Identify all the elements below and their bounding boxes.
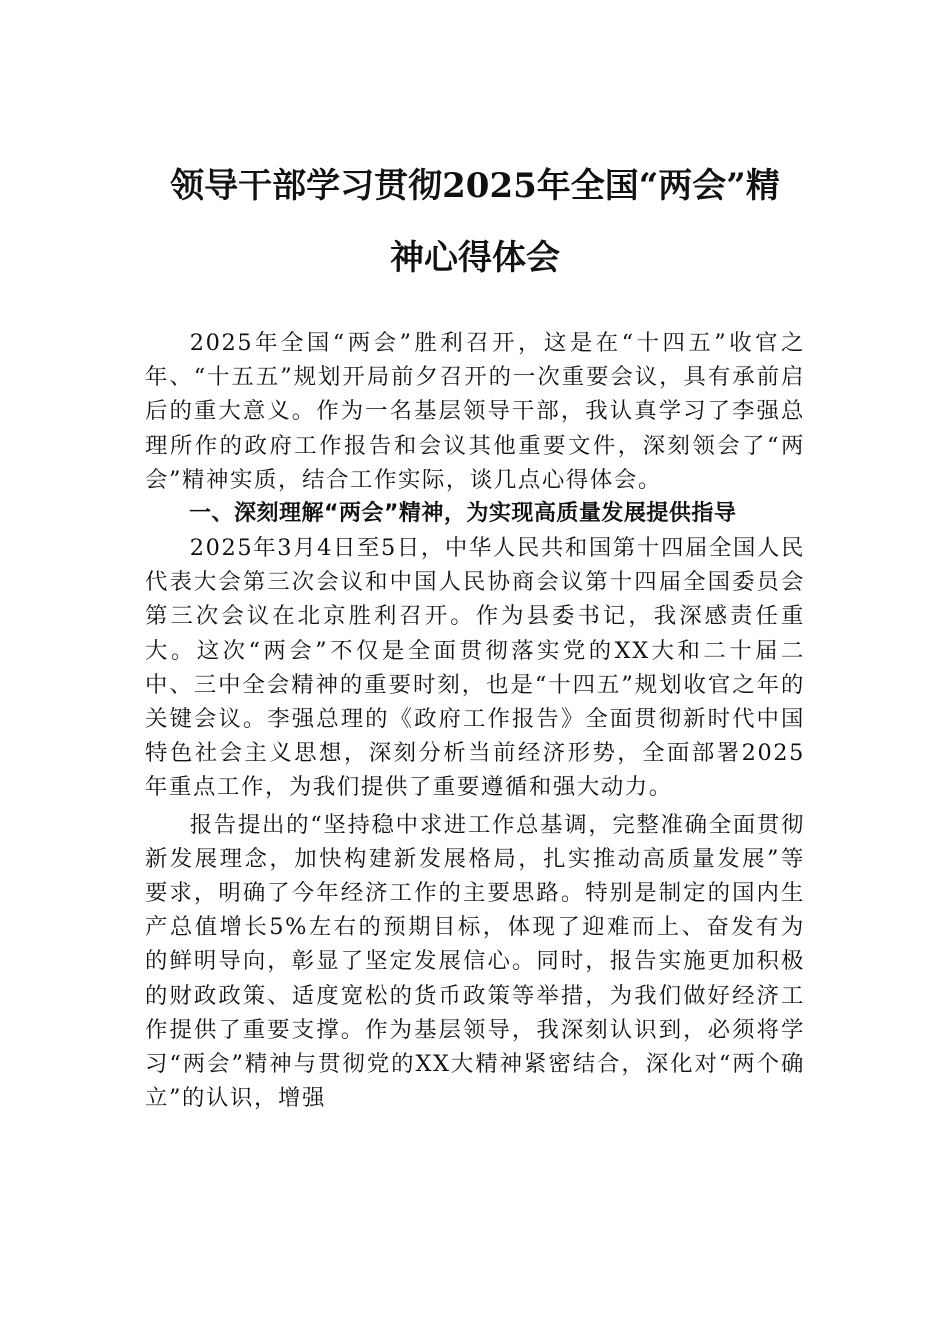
body-paragraph: 报告提出的“坚持稳中求进工作总基调，完整准确全面贯彻新发展理念，加快构建新发展格局，扎实推动高质量发展”等要求，明确了今年经济工作的主要思路。特别是制定的国内生产总值增长5%左右的预期目标，体现了迎难而上、奋发有为的鲜明导向，彰显了坚定发展信心。同时，报告实施更加积极的财政政策、适度宽松的货币政策等举措，为我们做好经济工作提供了重要支撑。作为基层领导，我深刻认识到，必须将学习“两会”精神与贯彻党的XX大精神紧密结合，深化对“两个确立”的认识，增强: [145, 811, 805, 1112]
title-line-1: 领导干部学习贯彻2025年全国“两会”精: [170, 166, 780, 206]
section-heading-1: 一、深刻理解“两会”精神，为实现高质量发展提供指导: [189, 501, 737, 527]
body-paragraph: 2025年3月4日至5日，中华人民共和国第十四届全国人民代表大会第三次会议和中国人民协商会议第十四届全国委员会第三次会议在北京胜利召开。作为县委书记，我深感责任重大。这次“两会”不仅是全面贯彻落实党的XX大和二十届二中、三中全会精神的重要时刻，也是“十四五”规划收官之年的关键会议。李强总理的《政府工作报告》全面贯彻新时代中国特色社会主义思想，深刻分析当前经济形势，全面部署2025年重点工作，为我们提供了重要遵循和强大动力。: [145, 535, 805, 801]
title-line-2: 神心得体会: [390, 238, 560, 278]
document-body: [145, 326, 805, 1115]
intro-paragraph: 2025年全国“两会”胜利召开，这是在“十四五”收官之年、“十五五”规划开局前夕召开的一次重要会议，具有承前启后的重大意义。作为一名基层领导干部，我认真学习了李强总理所作的政府工作报告和会议其他重要文件，深刻领会了“两会”精神实质，结合工作实际，谈几点心得体会。: [145, 330, 805, 493]
document-title: [145, 150, 805, 294]
